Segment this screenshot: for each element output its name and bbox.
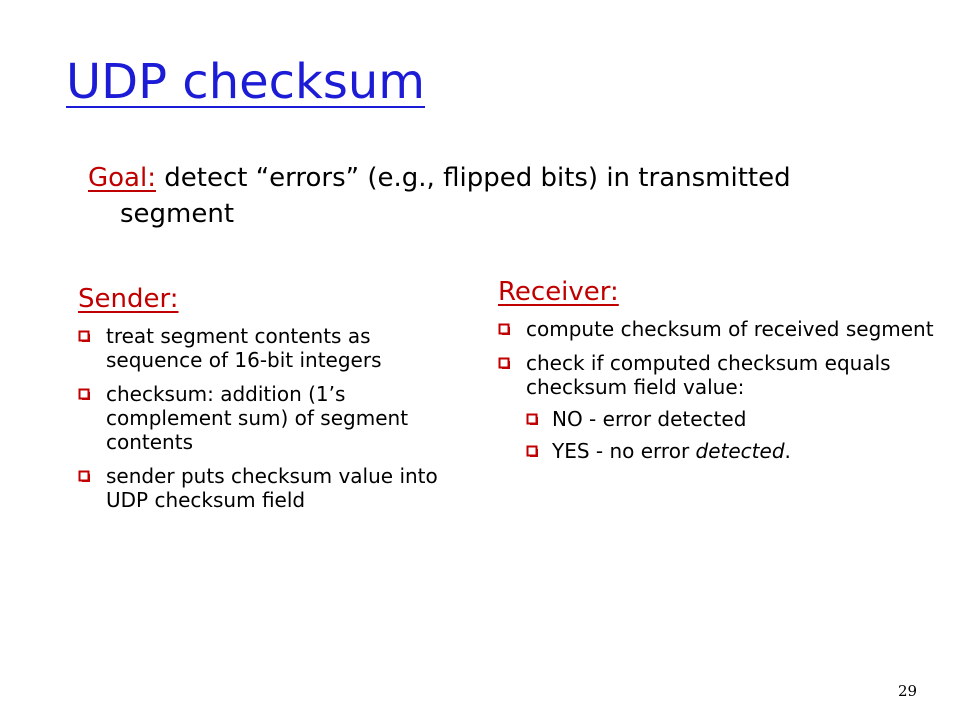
- bullet-icon: [78, 470, 90, 482]
- bullet-icon: [78, 330, 90, 342]
- list-item: [498, 351, 938, 463]
- receiver-item-text: check if computed checksum equals checksum field value:: [526, 351, 891, 399]
- bullet-icon: [498, 357, 510, 369]
- list-item: [78, 382, 438, 454]
- bullet-icon: [78, 388, 90, 400]
- sublist-item: [526, 407, 938, 431]
- receiver-heading: Receiver:: [498, 277, 619, 307]
- sender-item-text: checksum: addition (1’s complement sum) of segment contents: [106, 382, 409, 454]
- subitem-text-plain: YES - no error: [552, 439, 696, 463]
- receiver-list: [498, 317, 938, 463]
- goal-statement: [88, 160, 908, 232]
- receiver-item-text: compute checksum of received segment: [526, 317, 934, 341]
- sender-heading: Sender:: [78, 284, 179, 314]
- goal-text: detect “errors” (e.g., flipped bits) in transmitted: [155, 163, 791, 193]
- sub-bullet-icon: [526, 445, 538, 457]
- sender-column: [78, 282, 438, 522]
- list-item: [78, 324, 438, 372]
- receiver-column: [498, 275, 938, 473]
- receiver-sublist: [526, 407, 938, 463]
- sublist-item: [526, 439, 938, 463]
- list-item: [78, 464, 438, 512]
- sub-bullet-icon: [526, 413, 538, 425]
- goal-label: Goal:: [88, 163, 156, 193]
- sender-list: [78, 324, 438, 512]
- goal-line-1: [88, 160, 908, 196]
- subitem-text-end: .: [784, 439, 791, 463]
- sender-item-text: treat segment contents as sequence of 16-bit integers: [106, 324, 382, 372]
- goal-line-2: segment: [120, 199, 235, 229]
- subitem-text: NO - error detected: [552, 407, 747, 431]
- subitem-text-italic: detected: [695, 439, 785, 463]
- list-item: [498, 317, 938, 341]
- slide-title: UDP checksum: [66, 54, 426, 110]
- page-number: 29: [898, 682, 918, 700]
- bullet-icon: [498, 323, 510, 335]
- sender-item-text: sender puts checksum value into UDP checksum field: [106, 464, 438, 512]
